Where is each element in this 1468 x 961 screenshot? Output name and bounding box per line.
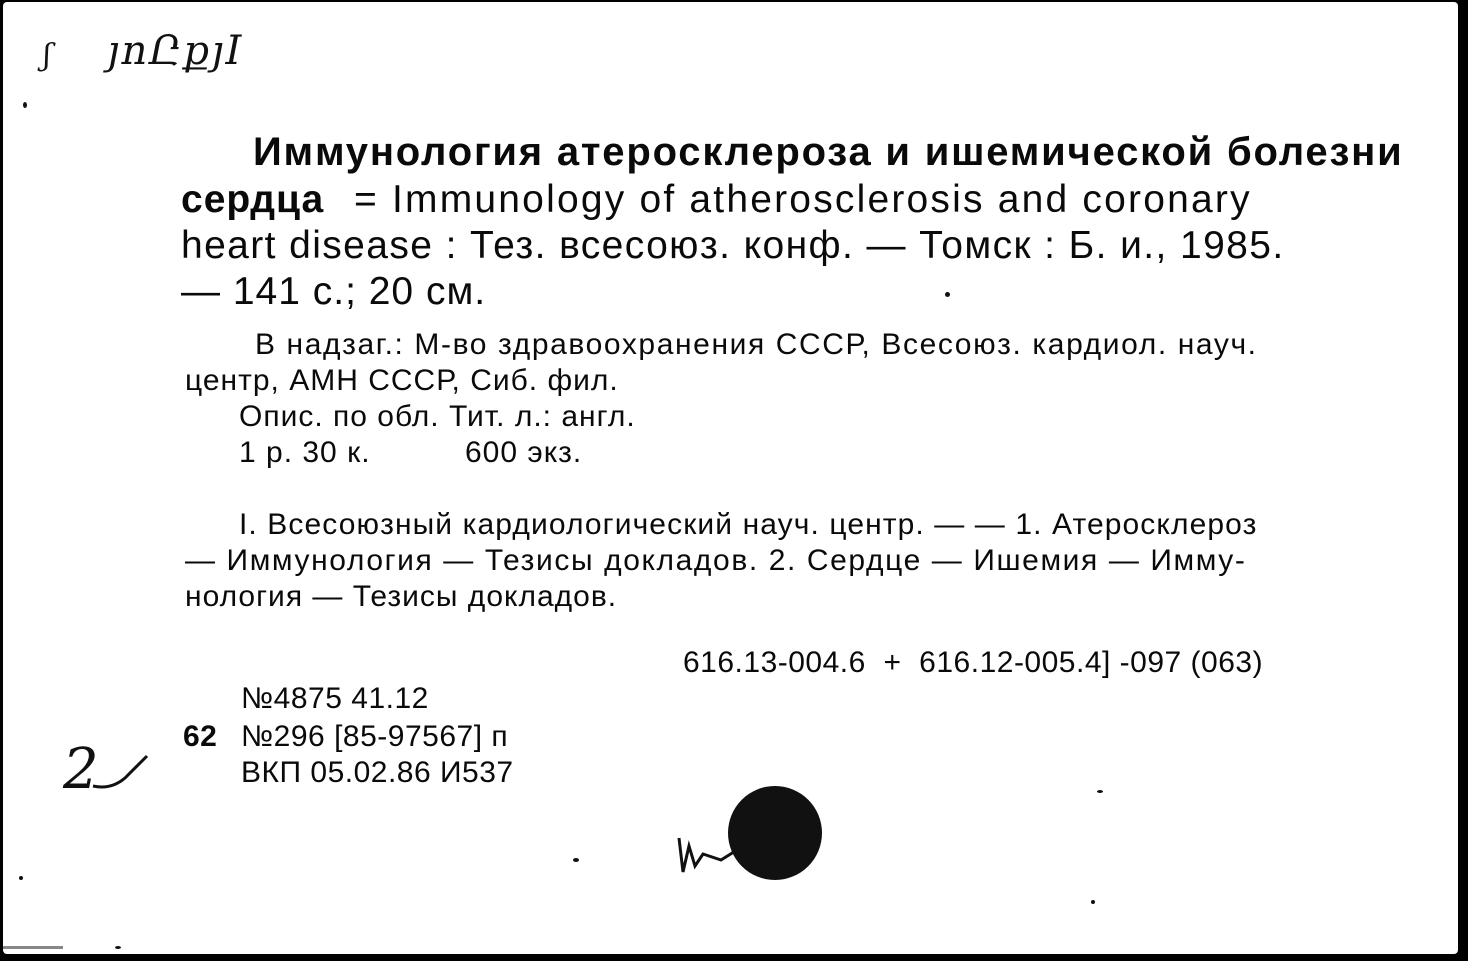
subjects-line-3: нология — Тезисы докладов.: [185, 580, 618, 613]
record-title-line-3: heart disease : Тез. всесоюз. конф. — Томск : Б. и., 1985.: [181, 224, 1285, 267]
punch-hole: [728, 786, 822, 880]
record-title-line-2: [181, 178, 1252, 222]
handwritten-mark-top-left: ʃ: [43, 38, 52, 73]
scan-edge-line: [3, 946, 63, 949]
record-title-english: = Immunology of atherosclerosis and coronary: [353, 178, 1252, 221]
subjects-line-2: — Иммунология — Тезисы докладов. 2. Сердце — Ишемия — Имму-: [185, 544, 1247, 577]
note-line-2: центр, АМН СССР, Сиб. фил.: [185, 364, 619, 397]
handwritten-stroke: [91, 752, 151, 792]
handwritten-mark-bottom-left: 2: [63, 737, 99, 802]
note-line-3: Опис. по обл. Тит. л.: англ.: [239, 400, 636, 433]
note-copies: 600 экз.: [465, 436, 583, 469]
scan-speck: [573, 858, 579, 862]
note-line-1: В надзаг.: М-во здравоохранения СССР, Всесоюз. кардиол. науч.: [255, 328, 1258, 361]
footer-prefix: 62: [183, 720, 218, 753]
note-price: 1 р. 30 к.: [239, 436, 371, 469]
scan-speck: [19, 876, 23, 880]
record-title-line-4: — 141 с.; 20 см.: [181, 270, 487, 313]
record-title-line-1: Иммунология атеросклероза и ишемической болезни: [253, 130, 1404, 174]
scan-speck: [1091, 900, 1095, 904]
record-title-heart-word: сердца: [181, 178, 325, 221]
catalog-card: [3, 2, 1458, 954]
footer-line-2: №296 [85-97567] п: [241, 720, 509, 753]
scan-speck: [23, 102, 27, 108]
udc-classification: 616.13-004.6 + 616.12-005.4] -097 (063): [683, 646, 1264, 679]
footer-line-3: ВКП 05.02.86 И537: [241, 756, 514, 789]
scan-speck: [1097, 790, 1103, 793]
handwritten-inventory-number: յոԸքյΙ: [107, 28, 244, 74]
footer-line-1: №4875 41.12: [241, 682, 429, 715]
scan-speck: [945, 292, 950, 297]
scan-speck: [115, 946, 121, 949]
subjects-line-1: I. Всесоюзный кардиологический науч. центр. — — 1. Атеросклероз: [239, 508, 1258, 541]
